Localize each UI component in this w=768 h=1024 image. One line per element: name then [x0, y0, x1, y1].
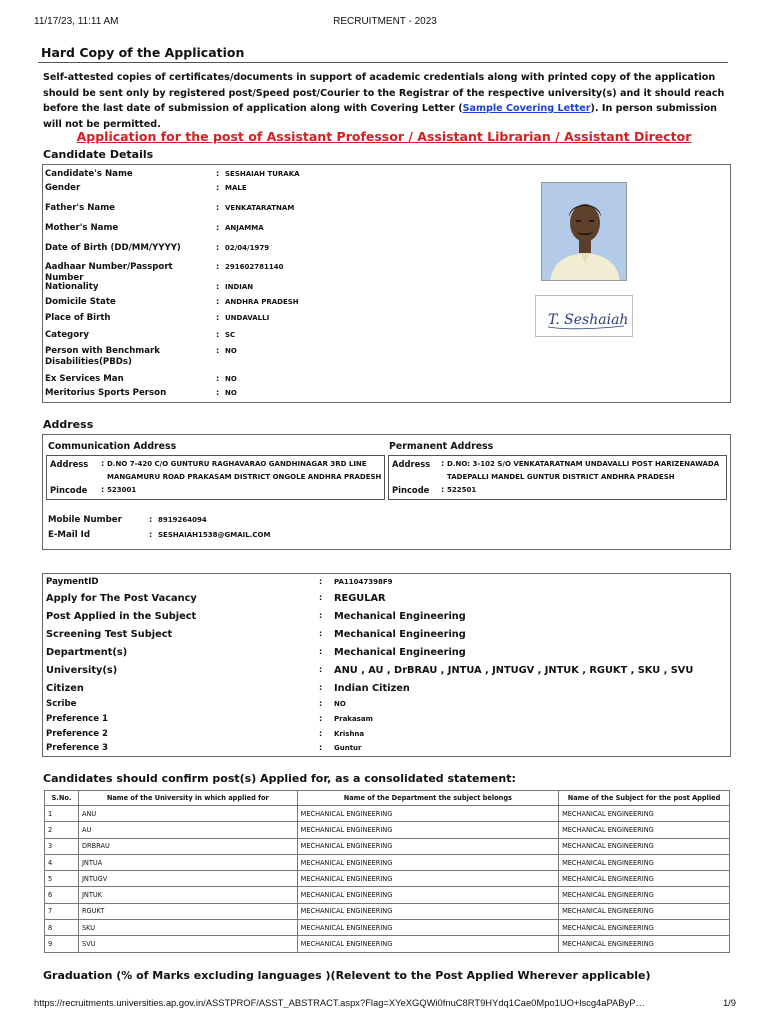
cell-department: MECHANICAL ENGINEERING: [297, 887, 558, 903]
cell-sno: 9: [45, 936, 79, 952]
candidate-field-value: ANJAMMA: [225, 224, 264, 232]
cell-university: SKU: [78, 920, 297, 936]
header-university: Name of the University in which applied for: [78, 791, 297, 806]
table-row: [45, 806, 730, 822]
comm-address-line1: D.NO 7-420 C/O GUNTURU RAGHAVARAO GANDHINAGAR 3RD LINE: [107, 460, 367, 468]
candidate-field-value: SESHAIAH TURAKA: [225, 170, 300, 178]
perm-pincode-value: 522501: [447, 486, 477, 494]
cell-subject: MECHANICAL ENGINEERING: [559, 838, 730, 854]
cell-sno: 2: [45, 822, 79, 838]
cell-university: AU: [78, 822, 297, 838]
colon: :: [216, 346, 220, 355]
cell-university: SVU: [78, 936, 297, 952]
post-field-label: PaymentID: [46, 577, 99, 587]
post-field-label: University(s): [46, 665, 118, 676]
comm-pincode-label: Pincode: [50, 485, 88, 495]
notice-text-part1: Self-attested copies of certificates/documents in support of academic credentials along with printed copy of the application should be sent only by registered post/Speed post/Courier to the Registrar of the respective university(s) and it should reach before the last date of submission of application along with Covering Letter (: [43, 72, 725, 114]
colon: :: [216, 262, 220, 271]
post-field-value: PA11047398F9: [334, 578, 393, 586]
candidate-field-value: ANDHRA PRADESH: [225, 298, 299, 306]
candidate-field-label: Gender: [45, 183, 81, 193]
sample-covering-letter-link[interactable]: Sample Covering Letter: [462, 103, 591, 114]
address-title: Address: [43, 418, 94, 431]
cell-sno: 4: [45, 854, 79, 870]
graduation-title: Graduation (% of Marks excluding languages )(Relevent to the Post Applied Wherever applicable): [43, 969, 651, 982]
colon: :: [319, 629, 323, 638]
comm-address-line2: MANGAMURU ROAD PRAKASAM DISTRICT ONGOLE ANDHRA PRADESH: [107, 473, 382, 481]
post-field-label: Preference 1: [46, 714, 109, 724]
colon: :: [441, 485, 445, 494]
consolidated-table: [44, 790, 730, 953]
colon: :: [319, 683, 323, 692]
comm-address-label: Address: [50, 459, 89, 469]
permanent-address-box: [388, 455, 727, 500]
candidate-field-label: Date of Birth (DD/MM/YYYY): [45, 243, 181, 253]
signature-image: [536, 296, 634, 338]
cell-department: MECHANICAL ENGINEERING: [297, 871, 558, 887]
candidate-field-value: MALE: [225, 184, 247, 192]
cell-subject: MECHANICAL ENGINEERING: [559, 822, 730, 838]
colon: :: [216, 169, 220, 178]
cell-university: RGUKT: [78, 903, 297, 919]
table-row: [45, 936, 730, 952]
cell-department: MECHANICAL ENGINEERING: [297, 838, 558, 854]
colon: :: [319, 665, 323, 674]
cell-sno: 1: [45, 806, 79, 822]
candidate-details-title: Candidate Details: [43, 148, 154, 161]
table-header-row: [45, 791, 730, 806]
candidate-field-label: Meritorius Sports Person: [45, 388, 167, 398]
cell-subject: MECHANICAL ENGINEERING: [559, 854, 730, 870]
candidate-field-value: NO: [225, 375, 237, 383]
print-page-title: RECRUITMENT - 2023: [333, 16, 437, 27]
candidate-field-value: SC: [225, 331, 236, 339]
table-row: [45, 871, 730, 887]
cell-university: DRBRAU: [78, 838, 297, 854]
candidate-field-value: 291602781140: [225, 263, 284, 271]
cell-university: JNTUK: [78, 887, 297, 903]
colon: :: [319, 699, 323, 708]
title-divider: [38, 62, 728, 63]
table-row: [45, 920, 730, 936]
colon: :: [319, 593, 323, 602]
table-body: [45, 806, 730, 953]
signature-script: T. Seshaiah: [548, 312, 629, 328]
post-field-value: ANU , AU , DrBRAU , JNTUA , JNTUGV , JNTUK , RGUKT , SKU , SVU: [334, 665, 694, 676]
print-footer: [34, 997, 736, 1011]
perm-address-line1: D.NO: 3-102 S/O VENKATARATNAM UNDAVALLI POST HARIZENAWADA: [447, 460, 720, 468]
cell-university: JNTUGV: [78, 871, 297, 887]
cell-department: MECHANICAL ENGINEERING: [297, 854, 558, 870]
mobile-number-label: Mobile Number: [48, 515, 122, 525]
candidate-field-value: VENKATARATNAM: [225, 204, 295, 212]
candidate-field-label: Aadhaar Number/Passport Number: [45, 262, 173, 283]
post-field-value: REGULAR: [334, 593, 386, 604]
application-heading: Application for the post of Assistant Professor / Assistant Librarian / Assistant Director: [76, 129, 692, 144]
cell-sno: 5: [45, 871, 79, 887]
hard-copy-title: Hard Copy of the Application: [41, 45, 245, 60]
post-field-label: Department(s): [46, 647, 128, 658]
colon: :: [101, 459, 105, 468]
colon: :: [216, 313, 220, 322]
table-row: [45, 887, 730, 903]
candidate-field-value: 02/04/1979: [225, 244, 270, 252]
header-sno: S.No.: [45, 791, 79, 806]
candidate-field-label: Candidate's Name: [45, 169, 133, 179]
cell-subject: MECHANICAL ENGINEERING: [559, 920, 730, 936]
print-timestamp: 11/17/23, 11:11 AM: [34, 16, 119, 27]
perm-pincode-label: Pincode: [392, 485, 430, 495]
print-header: [34, 16, 736, 30]
candidate-field-value: NO: [225, 389, 237, 397]
post-field-value: Prakasam: [334, 715, 373, 723]
email-value: SESHAIAH1538@GMAIL.COM: [158, 531, 271, 539]
cell-university: JNTUA: [78, 854, 297, 870]
cell-subject: MECHANICAL ENGINEERING: [559, 936, 730, 952]
colon: :: [319, 611, 323, 620]
candidate-field-label: Father's Name: [45, 203, 115, 213]
post-field-value: NO: [334, 700, 346, 708]
notice-text-part2: ). In person submission will not be permitted.: [43, 103, 718, 130]
cell-department: MECHANICAL ENGINEERING: [297, 920, 558, 936]
candidate-photo: [541, 182, 627, 281]
post-field-value: Mechanical Engineering: [334, 629, 466, 640]
perm-address-label: Address: [392, 459, 431, 469]
colon: :: [216, 388, 220, 397]
cell-subject: MECHANICAL ENGINEERING: [559, 887, 730, 903]
cell-sno: 7: [45, 903, 79, 919]
colon: :: [319, 714, 323, 723]
perm-address-value: [447, 458, 719, 484]
post-field-label: Preference 3: [46, 743, 109, 753]
post-field-label: Preference 2: [46, 729, 109, 739]
colon: :: [441, 459, 445, 468]
post-field-value: Indian Citizen: [334, 683, 410, 694]
colon: :: [149, 530, 153, 539]
candidate-field-value: UNDAVALLI: [225, 314, 270, 322]
colon: :: [216, 203, 220, 212]
consolidated-title: Candidates should confirm post(s) Applied for, as a consolidated statement:: [43, 772, 516, 785]
colon: :: [319, 577, 323, 586]
print-page-number: 1/9: [722, 997, 736, 1008]
candidate-field-label: Ex Services Man: [45, 374, 124, 384]
colon: :: [319, 729, 323, 738]
cell-department: MECHANICAL ENGINEERING: [297, 936, 558, 952]
email-label: E-Mail Id: [48, 530, 91, 540]
candidate-field-label: Category: [45, 330, 89, 340]
table-row: [45, 854, 730, 870]
colon: :: [101, 485, 105, 494]
cell-department: MECHANICAL ENGINEERING: [297, 903, 558, 919]
communication-address-heading: Communication Address: [48, 441, 177, 452]
colon: :: [149, 515, 153, 524]
perm-address-line2: TADEPALLI MANDEL GUNTUR DISTRICT ANDHRA PRADESH: [447, 473, 675, 481]
comm-pincode-value: 523001: [107, 486, 137, 494]
communication-address-box: [46, 455, 385, 500]
candidate-signature: [535, 295, 633, 337]
comm-address-value: [107, 458, 381, 484]
post-field-label: Screening Test Subject: [46, 629, 173, 640]
colon: :: [216, 330, 220, 339]
colon: :: [216, 297, 220, 306]
post-field-value: Mechanical Engineering: [334, 611, 466, 622]
candidate-field-label: Mother's Name: [45, 223, 119, 233]
header-subject: Name of the Subject for the post Applied: [559, 791, 730, 806]
colon: :: [319, 647, 323, 656]
cell-subject: MECHANICAL ENGINEERING: [559, 806, 730, 822]
cell-department: MECHANICAL ENGINEERING: [297, 806, 558, 822]
candidate-field-label: Person with Benchmark Disabilities(PBDs): [45, 346, 161, 367]
post-field-value: Guntur: [334, 744, 362, 752]
colon: :: [319, 743, 323, 752]
post-field-label: Scribe: [46, 699, 77, 709]
cell-sno: 6: [45, 887, 79, 903]
colon: :: [216, 183, 220, 192]
post-field-value: Krishna: [334, 730, 365, 738]
post-field-label: Post Applied in the Subject: [46, 611, 197, 622]
submission-notice: [43, 70, 729, 132]
colon: :: [216, 374, 220, 383]
colon: :: [216, 243, 220, 252]
mobile-number-value: 8919264094: [158, 516, 207, 524]
photo-portrait-icon: [542, 183, 627, 281]
table-row: [45, 903, 730, 919]
post-field-label: Apply for The Post Vacancy: [46, 593, 197, 604]
cell-subject: MECHANICAL ENGINEERING: [559, 871, 730, 887]
candidate-field-value: NO: [225, 347, 237, 355]
permanent-address-heading: Permanent Address: [389, 441, 494, 452]
cell-sno: 8: [45, 920, 79, 936]
cell-subject: MECHANICAL ENGINEERING: [559, 903, 730, 919]
table-row: [45, 838, 730, 854]
post-field-value: Mechanical Engineering: [334, 647, 466, 658]
colon: :: [216, 223, 220, 232]
post-field-label: Citizen: [46, 683, 84, 694]
candidate-field-label: Nationality: [45, 282, 99, 292]
cell-university: ANU: [78, 806, 297, 822]
cell-sno: 3: [45, 838, 79, 854]
candidate-field-label: Domicile State: [45, 297, 116, 307]
candidate-field-value: INDIAN: [225, 283, 254, 291]
cell-department: MECHANICAL ENGINEERING: [297, 822, 558, 838]
candidate-field-label: Place of Birth: [45, 313, 111, 323]
table-row: [45, 822, 730, 838]
colon: :: [216, 282, 220, 291]
print-url: https://recruitments.universities.ap.gov.in/ASSTPROF/ASST_ABSTRACT.aspx?Flag=XYeXGQWi0fnuC8RT9HYdq1Cae0Mpo1UO+lscg4aPAByP…: [34, 997, 645, 1008]
header-department: Name of the Department the subject belongs: [297, 791, 558, 806]
